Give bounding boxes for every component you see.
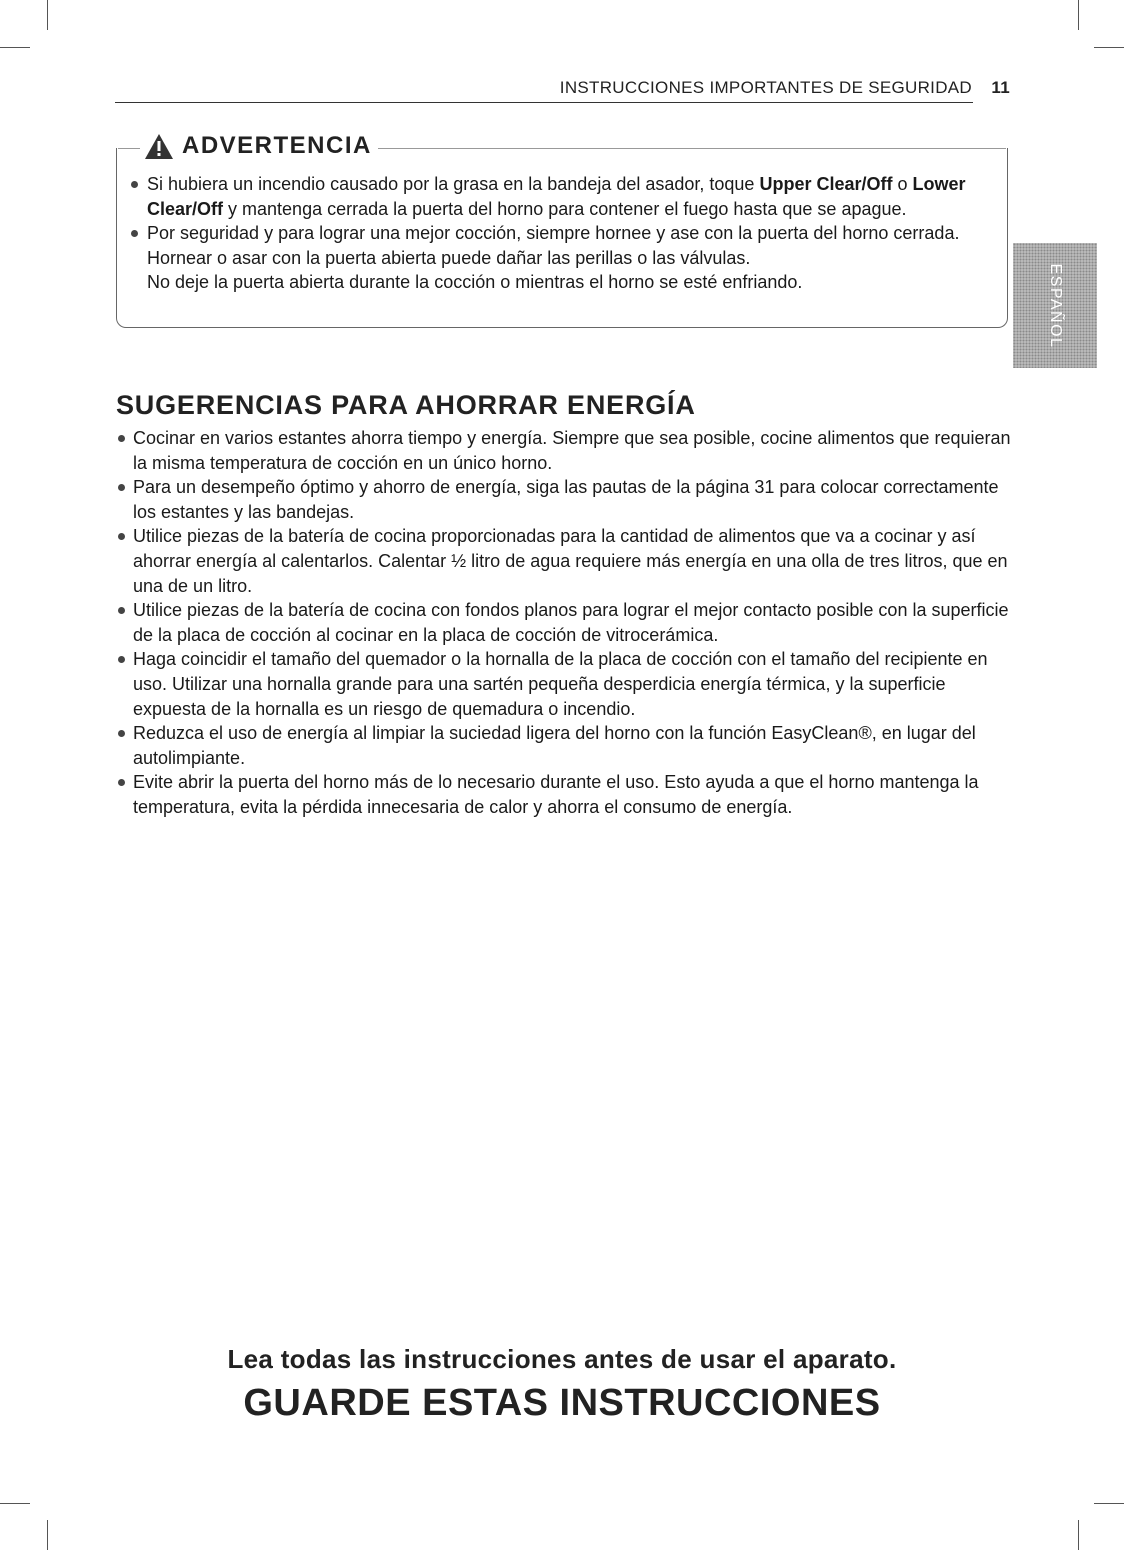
warning-text: Por seguridad y para lograr una mejor cocción, siempre hornee y ase con la puerta del horno cerrada. Hornear o asar con la puerta abierta puede dañar las perillas o las válvulas. (147, 223, 960, 268)
crop-mark (1078, 1520, 1079, 1550)
crop-mark (0, 47, 30, 48)
warning-note (130, 270, 990, 295)
list-item: Haga coincidir el tamaño del quemador o la hornalla de la placa de cocción con el tamaño del recipiente en uso. Utilizar una hornalla grande para una sartén pequeña desperdicia energía térmica, y la superficie expuesta de la hornalla es un riesgo de quemadura o incendio. (117, 647, 1017, 721)
page-number: 11 (991, 78, 1010, 97)
warning-heading (140, 132, 378, 160)
read-instructions-note: Lea todas las instrucciones antes de usar el aparato. (227, 1344, 897, 1374)
list-item: Cocinar en varios estantes ahorra tiempo y energía. Siempre que sea posible, cocine alimentos que requieran la misma temperatura de cocción en un único horno. (117, 426, 1017, 475)
list-item: Reduzca el uso de energía al limpiar la suciedad ligera del horno con la función EasyClean®, en lugar del autolimpiante. (117, 721, 1017, 770)
crop-mark (1094, 47, 1124, 48)
warning-item (130, 172, 990, 221)
crop-mark (1078, 0, 1079, 30)
crop-mark (0, 1503, 30, 1504)
section-title: SUGERENCIAS PARA AHORRAR ENERGÍA (116, 390, 696, 420)
warning-list (130, 172, 990, 295)
warning-title: ADVERTENCIA (182, 132, 372, 159)
list-item: Evite abrir la puerta del horno más de lo necesario durante el uso. Esto ayuda a que el horno mantenga la temperatura, evita la pérdida innecesaria de calor y ahorra el consumo de energía. (117, 770, 1017, 819)
save-instructions-banner: GUARDE ESTAS INSTRUCCIONES (243, 1382, 881, 1424)
warning-text: Si hubiera un incendio causado por la grasa en la bandeja del asador, toque (147, 174, 760, 194)
warning-text: y mantenga cerrada la puerta del horno para contener el fuego hasta que se apague. (223, 198, 907, 219)
lower-clear-off-label: Lower Clear/Off (147, 174, 966, 219)
energy-tips-list (117, 426, 1017, 820)
crop-mark (47, 0, 48, 30)
crop-mark (1094, 1503, 1124, 1504)
warning-triangle-icon (144, 133, 174, 160)
running-header (115, 78, 1010, 104)
warning-text: o (892, 174, 913, 194)
list-item: Utilice piezas de la batería de cocina con fondos planos para lograr el mejor contacto posible con la superficie de la placa de cocción al cocinar en la placa de cocción de vitrocerámica. (117, 598, 1017, 647)
list-item: Utilice piezas de la batería de cocina proporcionadas para la cantidad de alimentos que va a cocinar y así ahorrar energía al calentarlos. Calentar ½ litro de agua requiere más energía en una olla de tres litros, que en una de un litro. (117, 524, 1017, 598)
header-title: INSTRUCCIONES IMPORTANTES DE SEGURIDAD (559, 78, 972, 97)
header-rule (115, 102, 973, 103)
crop-mark (47, 1520, 48, 1550)
language-tab-label: ESPAÑOL (1047, 263, 1064, 348)
warning-text: No deje la puerta abierta durante la cocción o mientras el horno se esté enfriando. (147, 272, 803, 292)
warning-item (130, 221, 990, 270)
list-item: Para un desempeño óptimo y ahorro de energía, siga las pautas de la página 31 para colocar correctamente los estantes y las bandejas. (117, 475, 1017, 524)
language-tab (1013, 243, 1097, 368)
upper-clear-off-label: Upper Clear/Off (759, 174, 893, 194)
